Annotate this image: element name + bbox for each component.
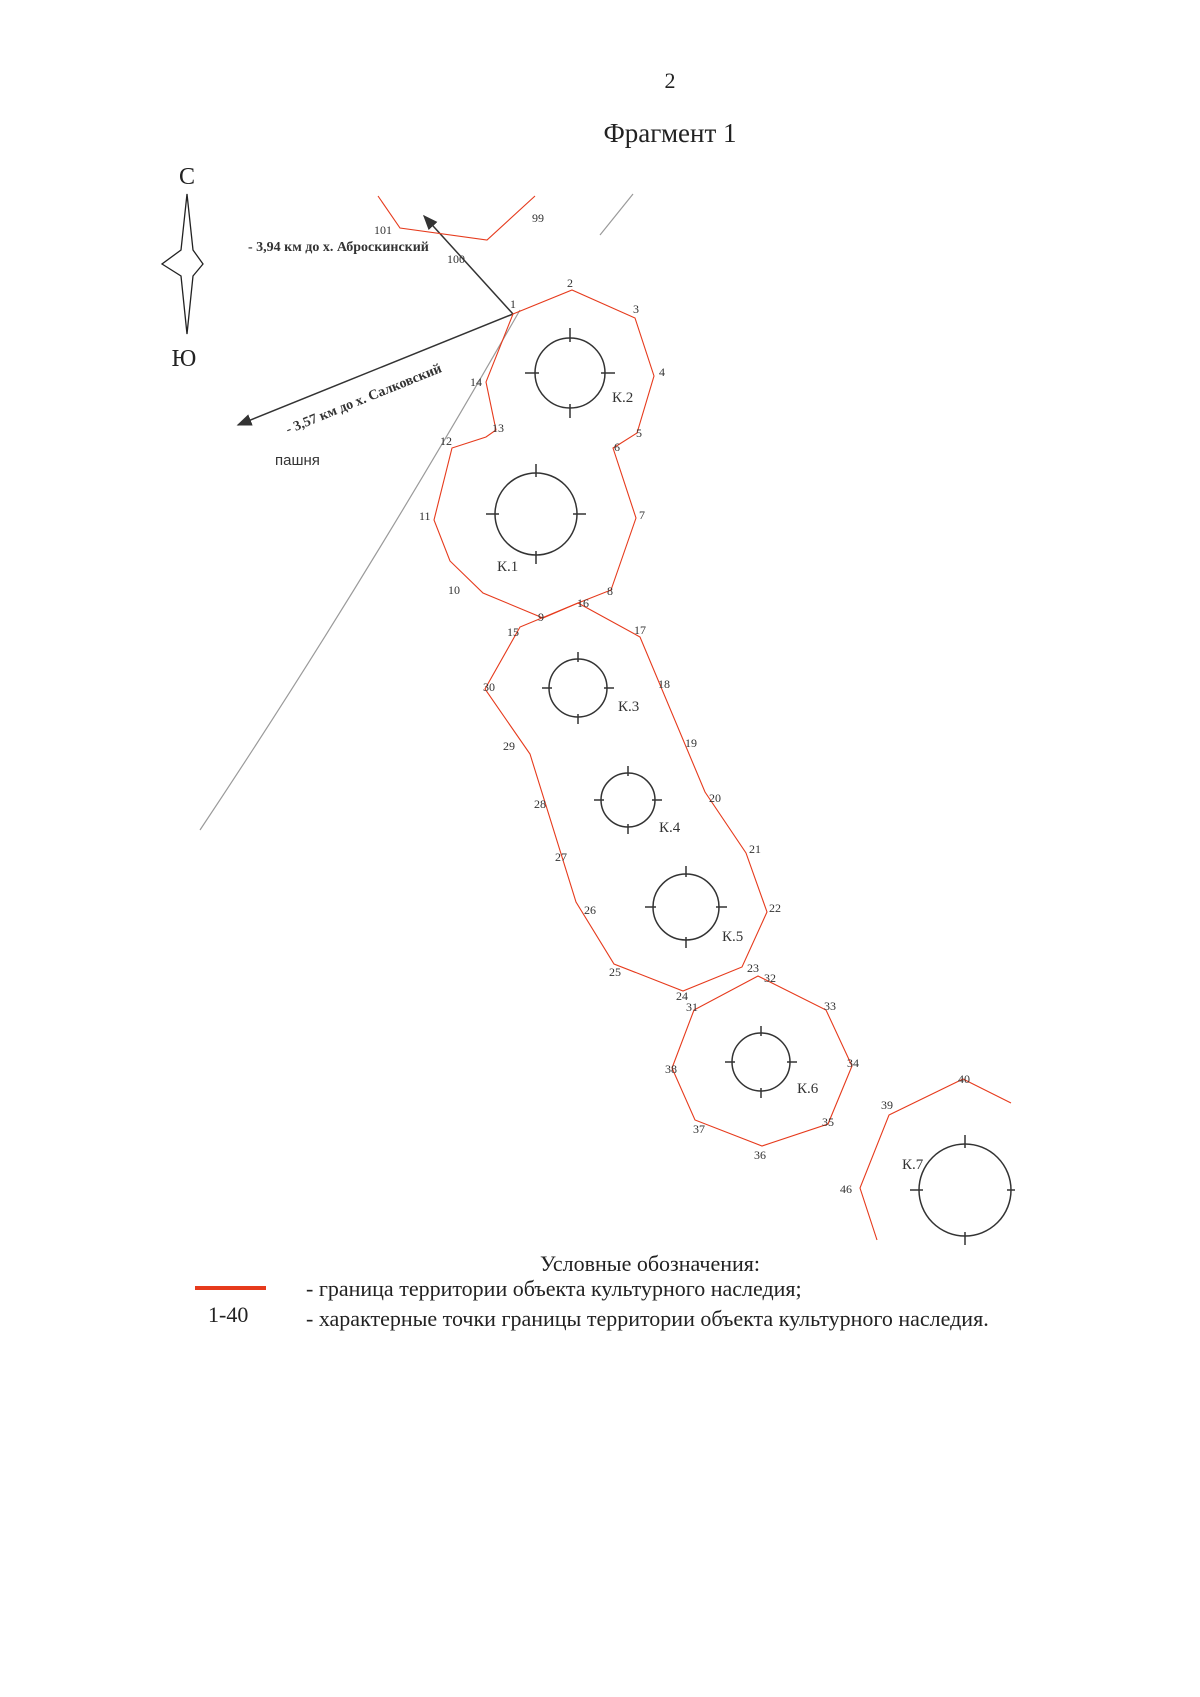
mound-k2 — [525, 328, 615, 418]
point-label: 18 — [658, 677, 670, 691]
point-label: 14 — [470, 375, 482, 389]
point-label: 21 — [749, 842, 761, 856]
mound-k6 — [725, 1026, 797, 1098]
point-label: 5 — [636, 426, 642, 440]
point-labels — [374, 211, 970, 1196]
point-label: 19 — [685, 736, 697, 750]
north-label: С — [178, 164, 196, 190]
mound-k4 — [594, 766, 662, 834]
point-label: 100 — [447, 252, 465, 266]
point-label: 11 — [419, 509, 431, 523]
point-label: 12 — [440, 434, 452, 448]
compass-rose — [162, 164, 203, 372]
point-label: 35 — [822, 1115, 834, 1129]
road-line-north — [600, 194, 633, 235]
point-label: 36 — [754, 1148, 766, 1162]
mound-k1 — [486, 464, 586, 564]
mounds — [486, 328, 1015, 1245]
mound-label-k7: К.7 — [902, 1157, 924, 1173]
point-label: 37 — [693, 1122, 705, 1136]
point-label: 22 — [769, 901, 781, 915]
legend-boundary-desc: - граница территории объекта культурного наследия; — [306, 1276, 802, 1301]
point-label: 17 — [634, 623, 646, 637]
point-label: 10 — [448, 583, 460, 597]
point-label: 32 — [764, 971, 776, 985]
boundaries — [378, 196, 1011, 1240]
point-label: 16 — [577, 596, 589, 610]
distance-label-abroskinsky: - 3,94 км до х. Аброскинский — [248, 240, 429, 255]
point-label: 15 — [507, 625, 519, 639]
point-label: 33 — [824, 999, 836, 1013]
mound-label-k6: К.6 — [797, 1081, 819, 1097]
boundary-polygon-1 — [434, 290, 654, 618]
mound-k7 — [910, 1135, 1015, 1245]
point-label: 7 — [639, 508, 645, 522]
point-label: 23 — [747, 961, 759, 975]
point-label: 13 — [492, 421, 504, 435]
distance-label-salkovsky: - 3,57 км до х. Салковский — [283, 361, 444, 438]
point-label: 25 — [609, 965, 621, 979]
field-label: пашня — [275, 452, 320, 469]
point-label: 46 — [840, 1182, 852, 1196]
point-label: 8 — [607, 584, 613, 598]
point-label: 31 — [686, 1000, 698, 1014]
south-label: Ю — [171, 346, 197, 372]
arrow-to-abroskinsky — [424, 216, 513, 314]
mound-label-k1: К.1 — [497, 559, 519, 575]
point-label: 30 — [483, 680, 495, 694]
point-label: 34 — [847, 1056, 859, 1070]
mound-k3 — [542, 652, 614, 724]
mound-label-k3: К.3 — [618, 699, 640, 715]
page-number: 2 — [664, 68, 676, 93]
fragment-title: Фрагмент 1 — [603, 118, 737, 148]
mound-labels — [497, 390, 924, 1173]
point-label: 28 — [534, 797, 546, 811]
point-label: 27 — [555, 850, 567, 864]
point-label: 2 — [567, 276, 573, 290]
point-label: 6 — [614, 440, 620, 454]
point-label: 24 — [676, 989, 688, 1003]
mound-label-k5: К.5 — [722, 929, 744, 945]
legend-points-label: 1-40 — [208, 1302, 249, 1327]
mound-label-k4: К.4 — [659, 820, 681, 836]
point-label: 26 — [584, 903, 596, 917]
legend-points-desc: - характерные точки границы территории объекта культурного наследия. — [306, 1306, 989, 1331]
legend-boundary-swatch — [195, 1286, 266, 1290]
point-label: 20 — [709, 791, 721, 805]
point-label: 29 — [503, 739, 515, 753]
point-label: 3 — [633, 302, 639, 316]
point-label: 1 — [510, 297, 516, 311]
point-label: 101 — [374, 223, 392, 237]
mound-label-k2: К.2 — [612, 390, 634, 406]
legend-title: Условные обозначения: — [539, 1251, 761, 1276]
point-label: 39 — [881, 1098, 893, 1112]
point-label: 9 — [538, 610, 544, 624]
point-label: 4 — [659, 365, 665, 379]
boundary-polygon-top — [378, 196, 535, 240]
arrow-to-salkovsky — [238, 314, 513, 425]
mound-k5 — [645, 866, 727, 948]
point-label: 99 — [532, 211, 544, 225]
compass-icon — [162, 194, 203, 334]
point-label: 38 — [665, 1062, 677, 1076]
point-label: 40 — [958, 1072, 970, 1086]
